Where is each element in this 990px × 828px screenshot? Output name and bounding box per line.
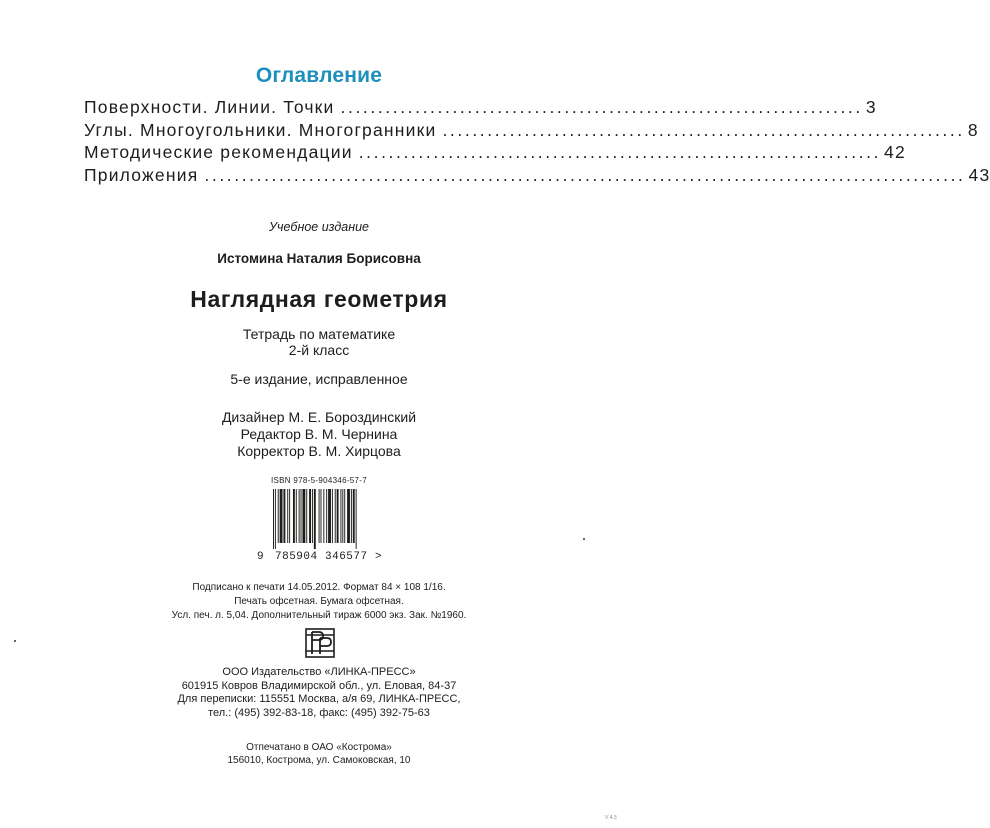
barcode-bar [312, 489, 313, 543]
barcode-right-group: 346577 [325, 551, 368, 563]
toc-dot-leader: ...................................................................... [358, 142, 882, 162]
publisher-address: 601915 Ковров Владимирской обл., ул. Еловая, 84-37 [181, 679, 457, 692]
toc-entry-page: 43 [968, 164, 990, 185]
barcode-bar [309, 489, 311, 543]
barcode-image [271, 489, 373, 549]
barcode-bar [351, 489, 352, 543]
table-of-contents [84, 97, 990, 187]
toc-entry-label: Приложения [84, 164, 199, 185]
barcode-bar [337, 489, 339, 543]
barcode-bar [353, 489, 355, 543]
barcode-bar [293, 489, 295, 543]
print-format-line: Подписано к печати 14.05.2012. Формат 84 × 108 1/16. [192, 582, 446, 593]
publisher-name: ООО Издательство «ЛИНКА-ПРЕСС» [222, 666, 416, 678]
barcode-suffix: > [375, 551, 383, 563]
toc-entry-page: 3 [865, 97, 877, 117]
toc-entry[interactable] [84, 142, 906, 165]
barcode-bar [302, 489, 305, 543]
barcode-bar [319, 489, 320, 543]
editor-credit: Редактор В. М. Чернина [240, 426, 398, 442]
toc-title: Оглавление [255, 64, 383, 87]
corner-mark: V 4.3 [605, 815, 617, 821]
edition-type: Учебное издание [269, 220, 369, 234]
toc-entry-label: Углы. Многоугольники. Многогранники [84, 119, 437, 140]
barcode-bar [342, 489, 343, 543]
toc-entry-page: 8 [967, 119, 979, 140]
grade-line: 2-й класс [288, 342, 350, 358]
print-paper-line: Печать офсетная. Бумага офсетная. [234, 596, 404, 607]
toc-entry-page: 42 [884, 142, 906, 162]
barcode-bar [326, 489, 327, 543]
printer-name: Отпечатано в ОАО «Кострома» [246, 742, 392, 753]
publisher-info [0, 666, 638, 720]
barcode-bar [335, 489, 336, 543]
barcode-left-group: 785904 [275, 551, 318, 563]
toc-dot-leader: ...................................................................................................... [204, 164, 966, 185]
toc-entry[interactable] [84, 119, 979, 143]
barcode-bar [306, 489, 307, 543]
barcode-bar [299, 489, 300, 543]
print-info [0, 581, 638, 623]
toc-entry-label: Поверхности. Линии. Точки [84, 97, 335, 117]
scan-dot [14, 640, 16, 642]
designer-credit: Дизайнер М. Е. Бороздинский [221, 409, 417, 425]
publisher-mail: Для переписки: 115551 Москва, а/я 69, ЛИНКА-ПРЕСС, [177, 693, 461, 705]
barcode-bar [323, 489, 324, 543]
barcode-bar [328, 489, 331, 543]
isbn-number: ISBN 978-5-904346-57-7 [271, 476, 367, 485]
toc-entry-label: Методические рекомендации [84, 142, 353, 162]
barcode-bar [287, 489, 288, 543]
barcode-bar [332, 489, 333, 543]
subtitle [0, 326, 638, 358]
barcode-bar [278, 489, 279, 543]
book-title: Наглядная геометрия [190, 286, 448, 312]
edition-note: 5-е издание, исправленное [230, 371, 408, 387]
printer-info [0, 741, 638, 767]
barcode-bar [321, 489, 322, 543]
corrector-credit: Корректор В. М. Хирцова [237, 443, 401, 459]
barcode-bar [273, 489, 274, 549]
barcode-bar [275, 489, 276, 549]
toc-dot-leader: ...................................................................... [442, 119, 965, 140]
subtitle-line: Тетрадь по математике [242, 326, 396, 342]
toc-entry[interactable] [84, 164, 990, 188]
publisher-logo-icon [303, 626, 337, 660]
toc-dot-leader: ...................................................................... [340, 97, 863, 117]
author-name: Истомина Наталия Борисовна [217, 251, 421, 266]
barcode-bar [283, 489, 285, 543]
barcode-bar [289, 489, 290, 543]
print-run-line: Усл. печ. л. 5,04. Дополнительный тираж 6000 экз. Зак. №1960. [171, 610, 467, 621]
publisher-phone: тел.: (495) 392-83-18, факс: (495) 392-75-63 [208, 706, 430, 719]
barcode-bar [301, 489, 302, 543]
credits [0, 409, 638, 460]
toc-entry[interactable] [84, 97, 877, 120]
printer-address: 156010, Кострома, ул. Самоковская, 10 [227, 755, 411, 766]
barcode-bar [280, 489, 283, 543]
barcode-bar [296, 489, 297, 543]
barcode-bar [356, 489, 357, 549]
barcode-bar [347, 489, 350, 543]
scan-dot [583, 538, 585, 540]
barcode-bar [314, 489, 316, 549]
barcode-bar [340, 489, 341, 543]
barcode-bar [344, 489, 345, 543]
barcode-lead-digit: 9 [257, 551, 265, 563]
